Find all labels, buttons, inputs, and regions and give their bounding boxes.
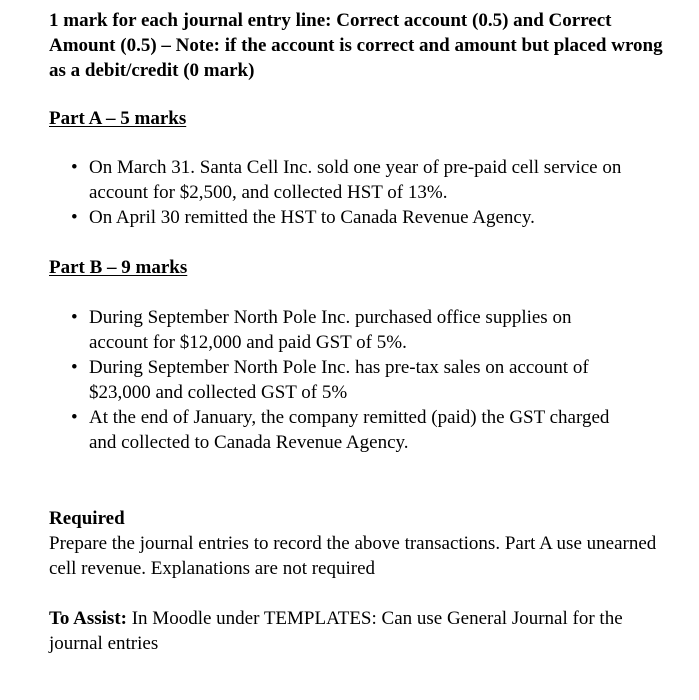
marking-note: 1 mark for each journal entry line: Correct account (0.5) and Correct Amount (0.5) – Note: if the account is correct and amount but placed wrong as a debit/credit (0 mark) <box>49 10 663 81</box>
list-item-text: At the end of January, the company remitted (paid) the GST charged and collected to Canada Revenue Agency. <box>89 407 610 453</box>
part-a-title: Part A – 5 marks <box>49 108 187 129</box>
list-item-text: On March 31. Santa Cell Inc. sold one year of pre-paid cell service on account for $2,500, and collected HST of 13%. <box>89 157 622 203</box>
list-item-text: On April 30 remitted the HST to Canada Revenue Agency. <box>89 207 535 228</box>
part-a-list <box>49 155 679 230</box>
required-heading: Required <box>49 508 125 529</box>
assist-text: In Moodle under TEMPLATES: Can use General Journal for the journal entries <box>49 608 623 654</box>
bullet-icon: • <box>71 307 78 328</box>
part-b-list <box>49 305 679 455</box>
assist-paragraph <box>49 606 679 656</box>
bullet-icon: • <box>71 207 78 228</box>
assist-label: To Assist: <box>49 608 127 629</box>
list-item <box>49 305 629 355</box>
bullet-icon: • <box>71 407 78 428</box>
bullet-icon: • <box>71 357 78 378</box>
list-item <box>49 355 629 405</box>
part-b-title: Part B – 9 marks <box>49 257 188 278</box>
assist-section <box>49 606 679 656</box>
assignment-document <box>49 8 679 656</box>
required-section <box>49 506 679 581</box>
list-item <box>49 205 629 230</box>
list-item <box>49 405 629 455</box>
list-item-text: During September North Pole Inc. has pre-tax sales on account of $23,000 and collected GST of 5% <box>89 357 589 403</box>
list-item-text: During September North Pole Inc. purchased office supplies on account for $12,000 and paid GST of 5%. <box>89 307 572 353</box>
required-text: Prepare the journal entries to record the above transactions. Part A use unearned cell revenue. Explanations are not required <box>49 533 657 579</box>
bullet-icon: • <box>71 157 78 178</box>
list-item <box>49 155 629 205</box>
